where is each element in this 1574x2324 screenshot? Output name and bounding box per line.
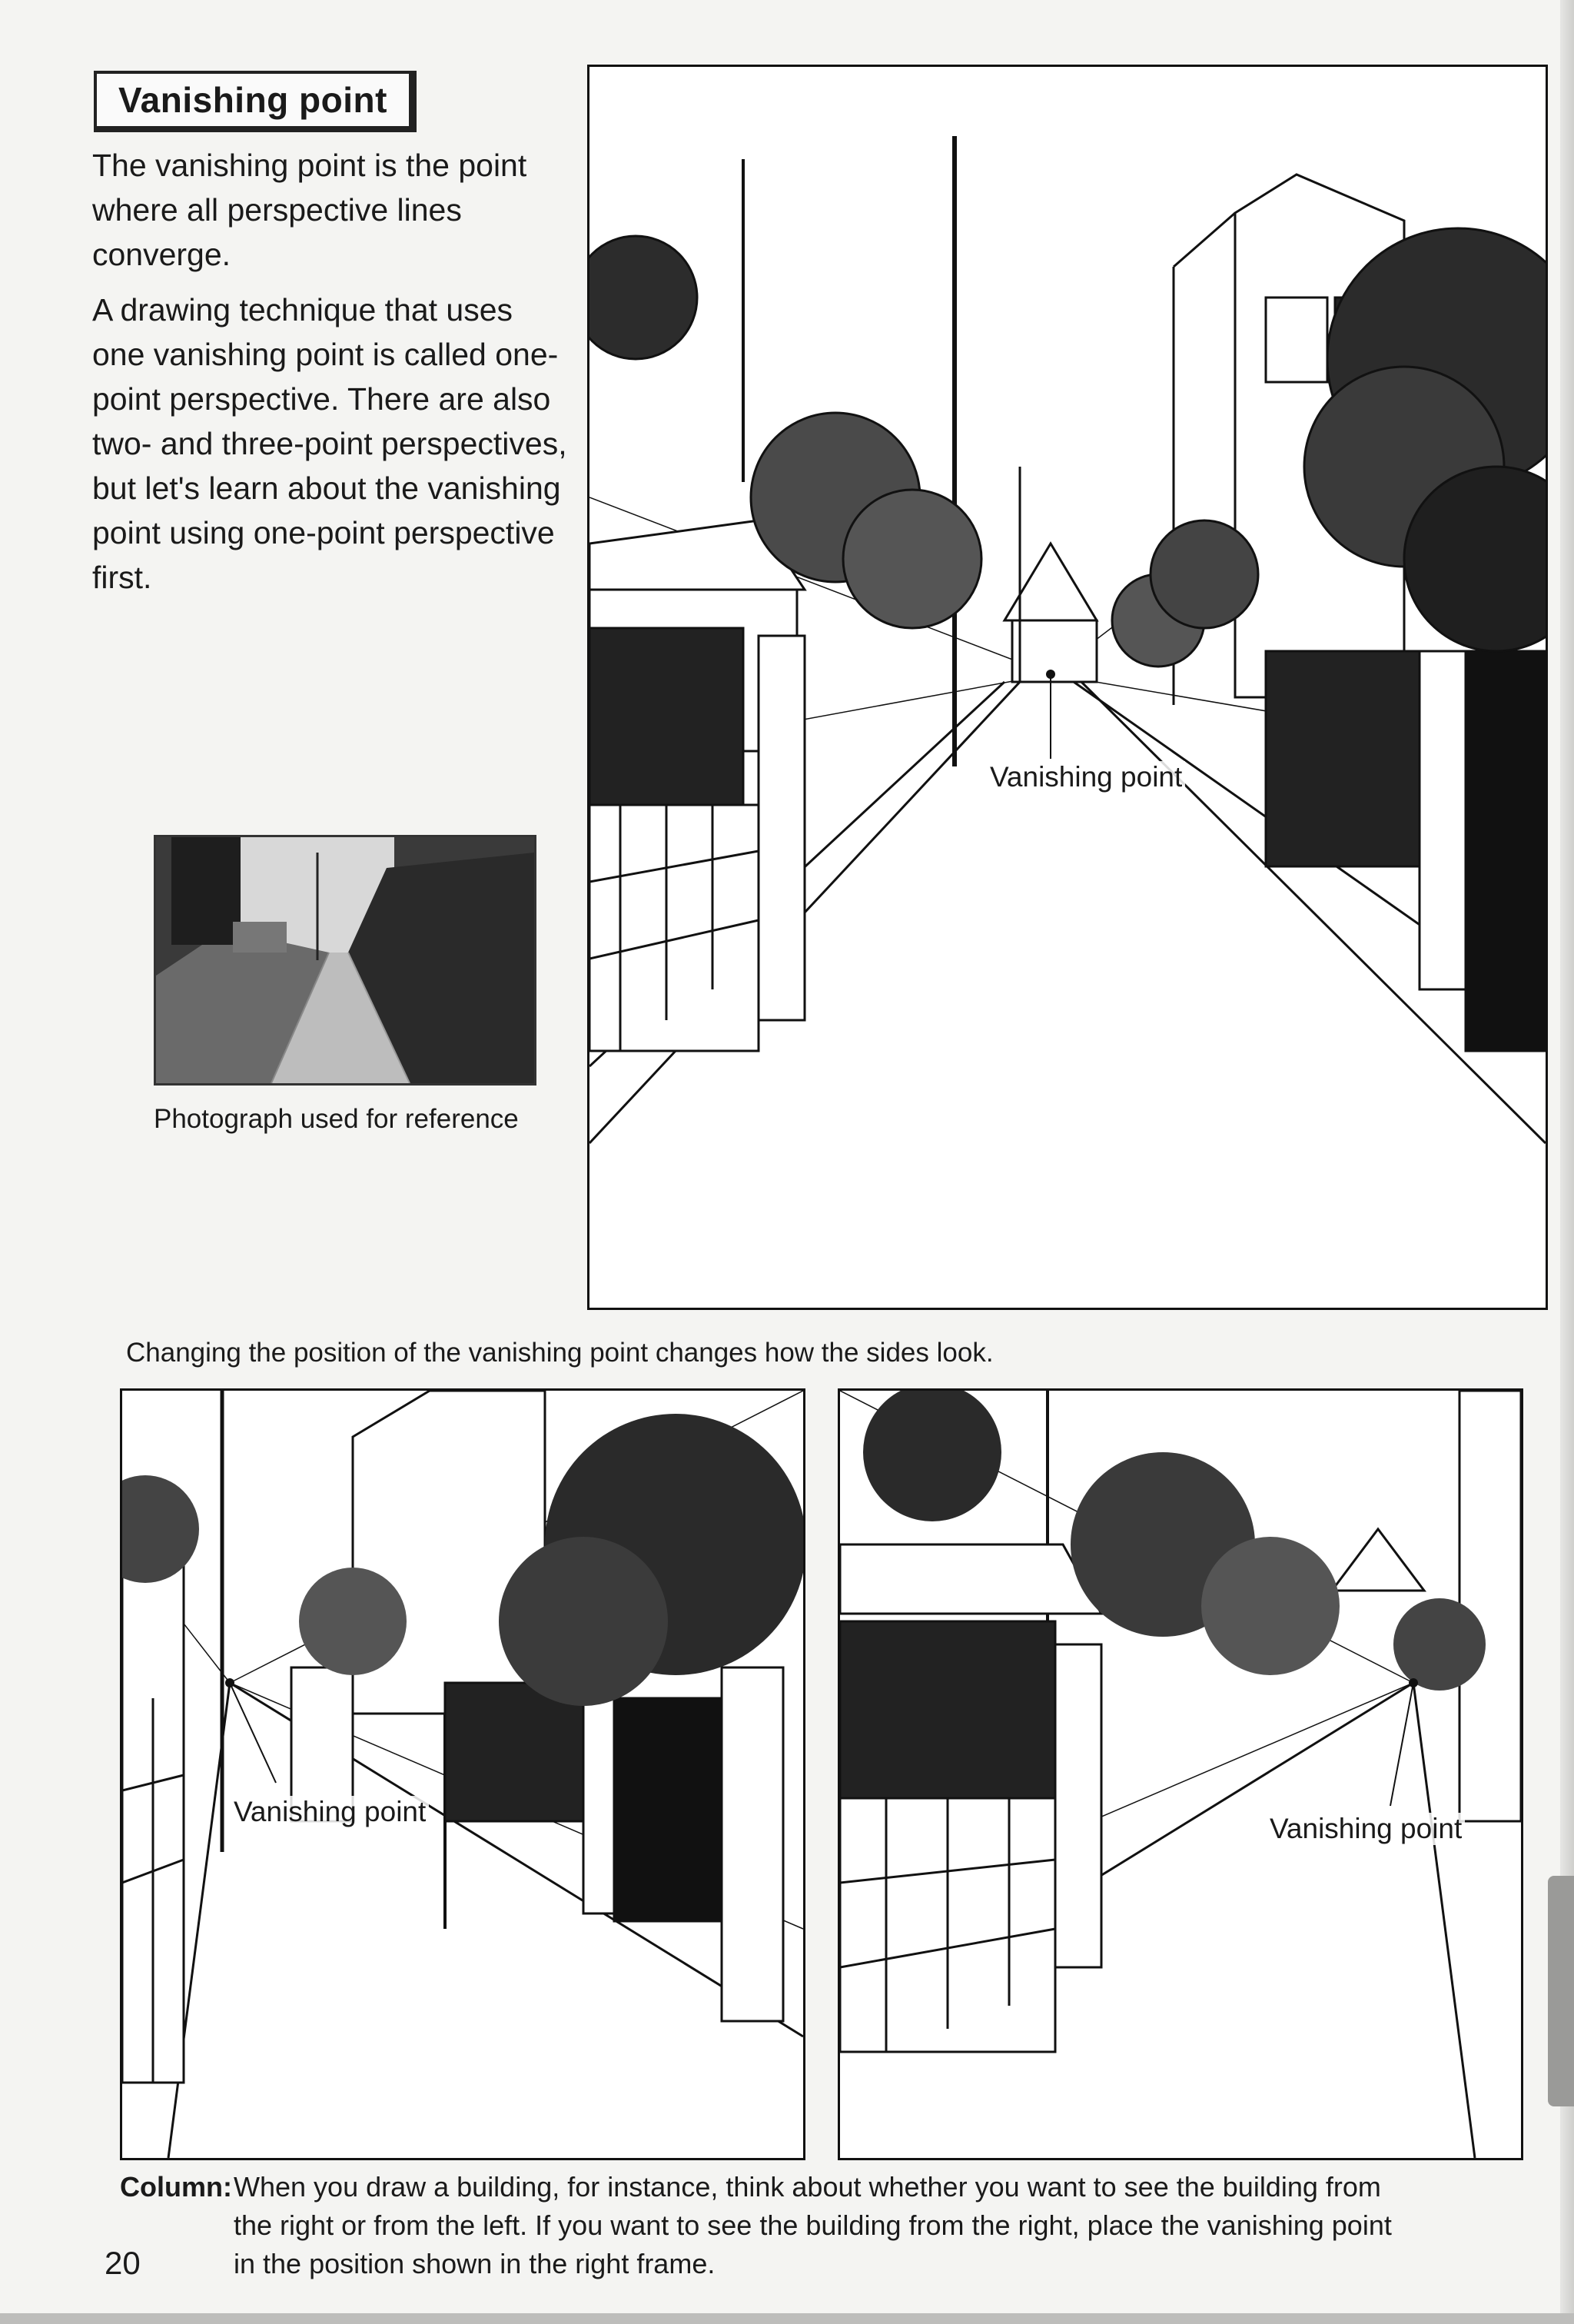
bottom-edge — [0, 2313, 1574, 2324]
intro-paragraph-1: The vanishing point is the point where all perspective lines converge. — [92, 148, 527, 272]
reference-photo-image — [156, 837, 534, 1083]
right-vp-illustration — [838, 1388, 1523, 2160]
left-vp-label: Vanishing point — [231, 1796, 429, 1828]
column-label: Column: — [120, 2171, 232, 2203]
column-note — [120, 2168, 1426, 2283]
column-line-1: When you draw a building, for instance, think about whether you want to see the building from — [234, 2171, 1381, 2203]
right-vp-drawing — [840, 1391, 1521, 2158]
page-number: 20 — [105, 2245, 141, 2281]
column-line-3: in the position shown in the right frame. — [234, 2248, 716, 2279]
main-illustration — [587, 65, 1548, 1310]
right-vp-label: Vanishing point — [1267, 1813, 1465, 1845]
section-title: Vanishing point — [94, 71, 417, 132]
intro-paragraph-2: A drawing technique that uses one vanishing point is called one-point perspective. There are also two- and three-point perspectives, but let's learn about the vanishing point using one-point perspective first. — [92, 292, 567, 595]
reference-photo — [154, 835, 536, 1086]
left-vp-illustration — [120, 1388, 805, 2160]
photo-caption: Photograph used for reference — [154, 1104, 519, 1134]
page-tab — [1548, 1876, 1574, 2106]
main-vp-label: Vanishing point — [987, 761, 1185, 793]
left-vp-drawing — [122, 1391, 803, 2158]
column-line-2: the right or from the left. If you want to see the building from the right, place the vanishing point — [234, 2209, 1392, 2241]
comparison-caption: Changing the position of the vanishing point changes how the sides look. — [126, 1338, 994, 1368]
street-drawing — [589, 67, 1546, 1308]
intro-text — [92, 143, 569, 610]
